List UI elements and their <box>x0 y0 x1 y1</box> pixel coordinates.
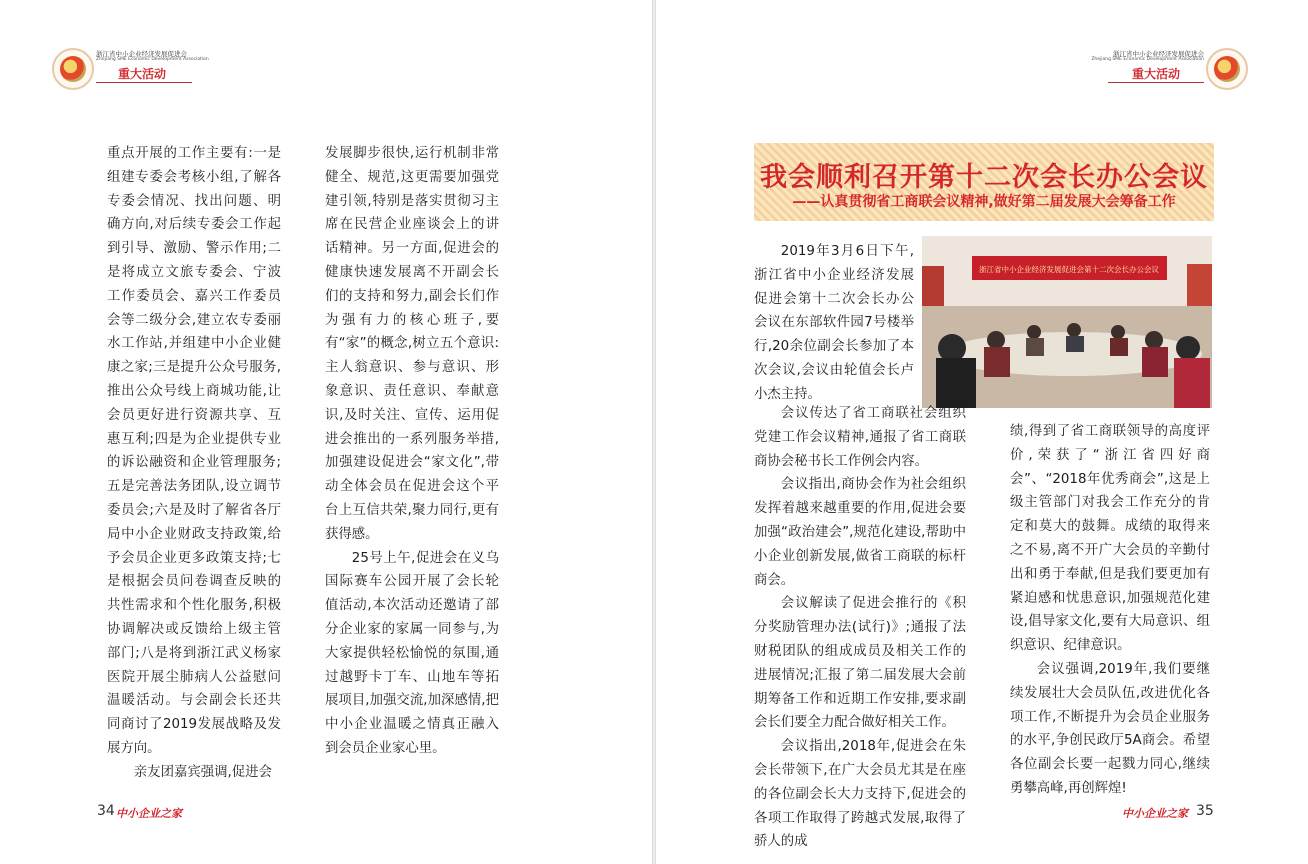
paragraph: 发展脚步很快,运行机制非常健全、规范,这更需要加强党建引领,特别是落实贯彻习主席在民营企业座谈会上的讲话精神。另一方面,促进会的健康快速发展离不开副会长们的支持和努力,副会长们作为强有力的核心班子,要有“家”的概念,树立五个意识:主人翁意识、参与意识、形象意识、责任意识、奉献意识,及时关注、宣传、运用促进会推出的一系列服务举措,加强建设促进会“家文化”,带动全体会员在促进会这个平台上互信共荣,聚力同行,更有获得感。 <box>325 146 499 542</box>
article-title: 我会顺利召开第十二次会长办公会议 <box>760 162 1208 193</box>
paragraph: 重点开展的工作主要有:一是组建专委会考核小组,了解各专委会情况、找出问题、明确方向,对后续专委会工作起到引导、激励、警示作用;二是将成立文旅专委会、宁波工作委员会、嘉兴工作委员会等二级分会,建立农专委丽水工作站,并组建中小企业健康之家;三是提升公众号服务,推出公众号线上商城功能,让会员更好进行资源共享、互惠互利;四是为企业提供专业的诉讼融资和企业管理服务;五是完善法务团队,设立调节委员会;六是及时了解省各厅局中小企业财政支持政策,给予会员企业更多政策支持;七是根据会员问卷调查反映的共性需求和个性化服务,积极协调解决或反馈给上级主管部门;八是将到浙江武义杨家医院开展尘肺病人公益慰问温暖活动。与会副会长还共同商讨了2019发展战略及发展方向。 <box>107 146 281 756</box>
paragraph: 绩,得到了省工商联领导的高度评价,荣获了“浙江省四好商会”、“2018年优秀商会”,这是上级主管部门对我会工作充分的肯定和莫大的鼓舞。成绩的取得来之不易,离不开广大会员的辛勤付出和勇于奉献,但是我们要更加有紧迫感和忧患意识,加强规范化建设,倡导家文化,要有大局意识、组织意识、纪律意识。 <box>1010 424 1210 654</box>
right-page <box>656 0 1308 864</box>
page-number: 34 <box>97 803 115 819</box>
paragraph: 会议指出,2018年,促进会在朱会长带领下,在广大会员尤其是在座的各位副会长大力支持下,促进会的各项工作取得了跨越式发展,取得了骄人的成 <box>754 739 966 850</box>
magazine-brand: 中小企业之家 <box>116 807 182 820</box>
header-rule <box>1108 82 1204 83</box>
left-column-2 <box>325 142 499 761</box>
org-name-en: Zhejiang SME Economic Development Association <box>1091 57 1204 62</box>
left-page <box>0 0 652 864</box>
article-subtitle: ——认真贯彻省工商联会议精神,做好第二届发展大会筹备工作 <box>792 194 1176 210</box>
association-logo-icon <box>1206 48 1248 90</box>
magazine-brand: 中小企业之家 <box>1122 807 1188 820</box>
section-label: 重大活动 <box>118 67 167 81</box>
photo-banner-text: 浙江省中小企业经济发展促进会第十二次会长办公会议 <box>979 265 1159 274</box>
paragraph: 2019年3月6日下午,浙江省中小企业经济发展促进会第十二次会长办公会议在东部软件园7号楼举行,20余位副会长参加了本次会议,会议由轮值会长卢小杰主持。 <box>754 244 914 402</box>
association-logo-icon <box>52 48 94 90</box>
paragraph: 会议传达了省工商联社会组织党建工作会议精神,通报了省工商联商协会秘书长工作例会内容。 <box>754 406 966 469</box>
header-rule <box>96 82 192 83</box>
org-name-cn: 浙江省中小企业经济发展促进会 <box>1113 50 1204 58</box>
org-name-en: Zhejiang SME Economic Development Association <box>96 57 209 62</box>
paragraph: 会议强调,2019年,我们要继续发展壮大会员队伍,改进优化各项工作,不断提升为会员企业服务的水平,争创民政厅5A商会。希望各位副会长要一起戮力同心,继续勇攀高峰,再创辉煌! <box>1010 661 1210 796</box>
section-label: 重大活动 <box>1131 67 1180 81</box>
right-column-1 <box>754 402 966 854</box>
paragraph: 会议指出,商协会作为社会组织发挥着越来越重要的作用,促进会要加强“政治建会”,规范化建设,帮助中小企业创新发展,做省工商联的标杆商会。 <box>754 477 966 588</box>
meeting-photo <box>922 236 1212 408</box>
left-column-1 <box>107 142 281 785</box>
org-name-cn: 浙江省中小企业经济发展促进会 <box>96 50 187 58</box>
paragraph: 会议解读了促进会推行的《积分奖励管理办法(试行)》;通报了法财税团队的组成成员及相关工作的进展情况;汇报了第二届发展大会前期筹备工作和近期工作安排,要求副会长们要全力配合做好相关工作。 <box>754 596 966 731</box>
article-title-banner <box>754 143 1214 221</box>
paragraph: 25号上午,促进会在义乌国际赛车公园开展了会长轮值活动,本次活动还邀请了部分企业家的家属一同参与,为大家提供轻松愉悦的氛围,通过越野卡丁车、山地车等拓展项目,加强交流,加深感情,把中小企业温暖之情真正融入到会员企业家心里。 <box>325 550 499 756</box>
right-column-2 <box>1010 420 1210 801</box>
paragraph: 亲友团嘉宾强调,促进会 <box>133 764 272 780</box>
page-number: 35 <box>1196 803 1214 819</box>
article-intro <box>754 240 914 407</box>
meeting-photo-icon <box>922 236 1212 408</box>
